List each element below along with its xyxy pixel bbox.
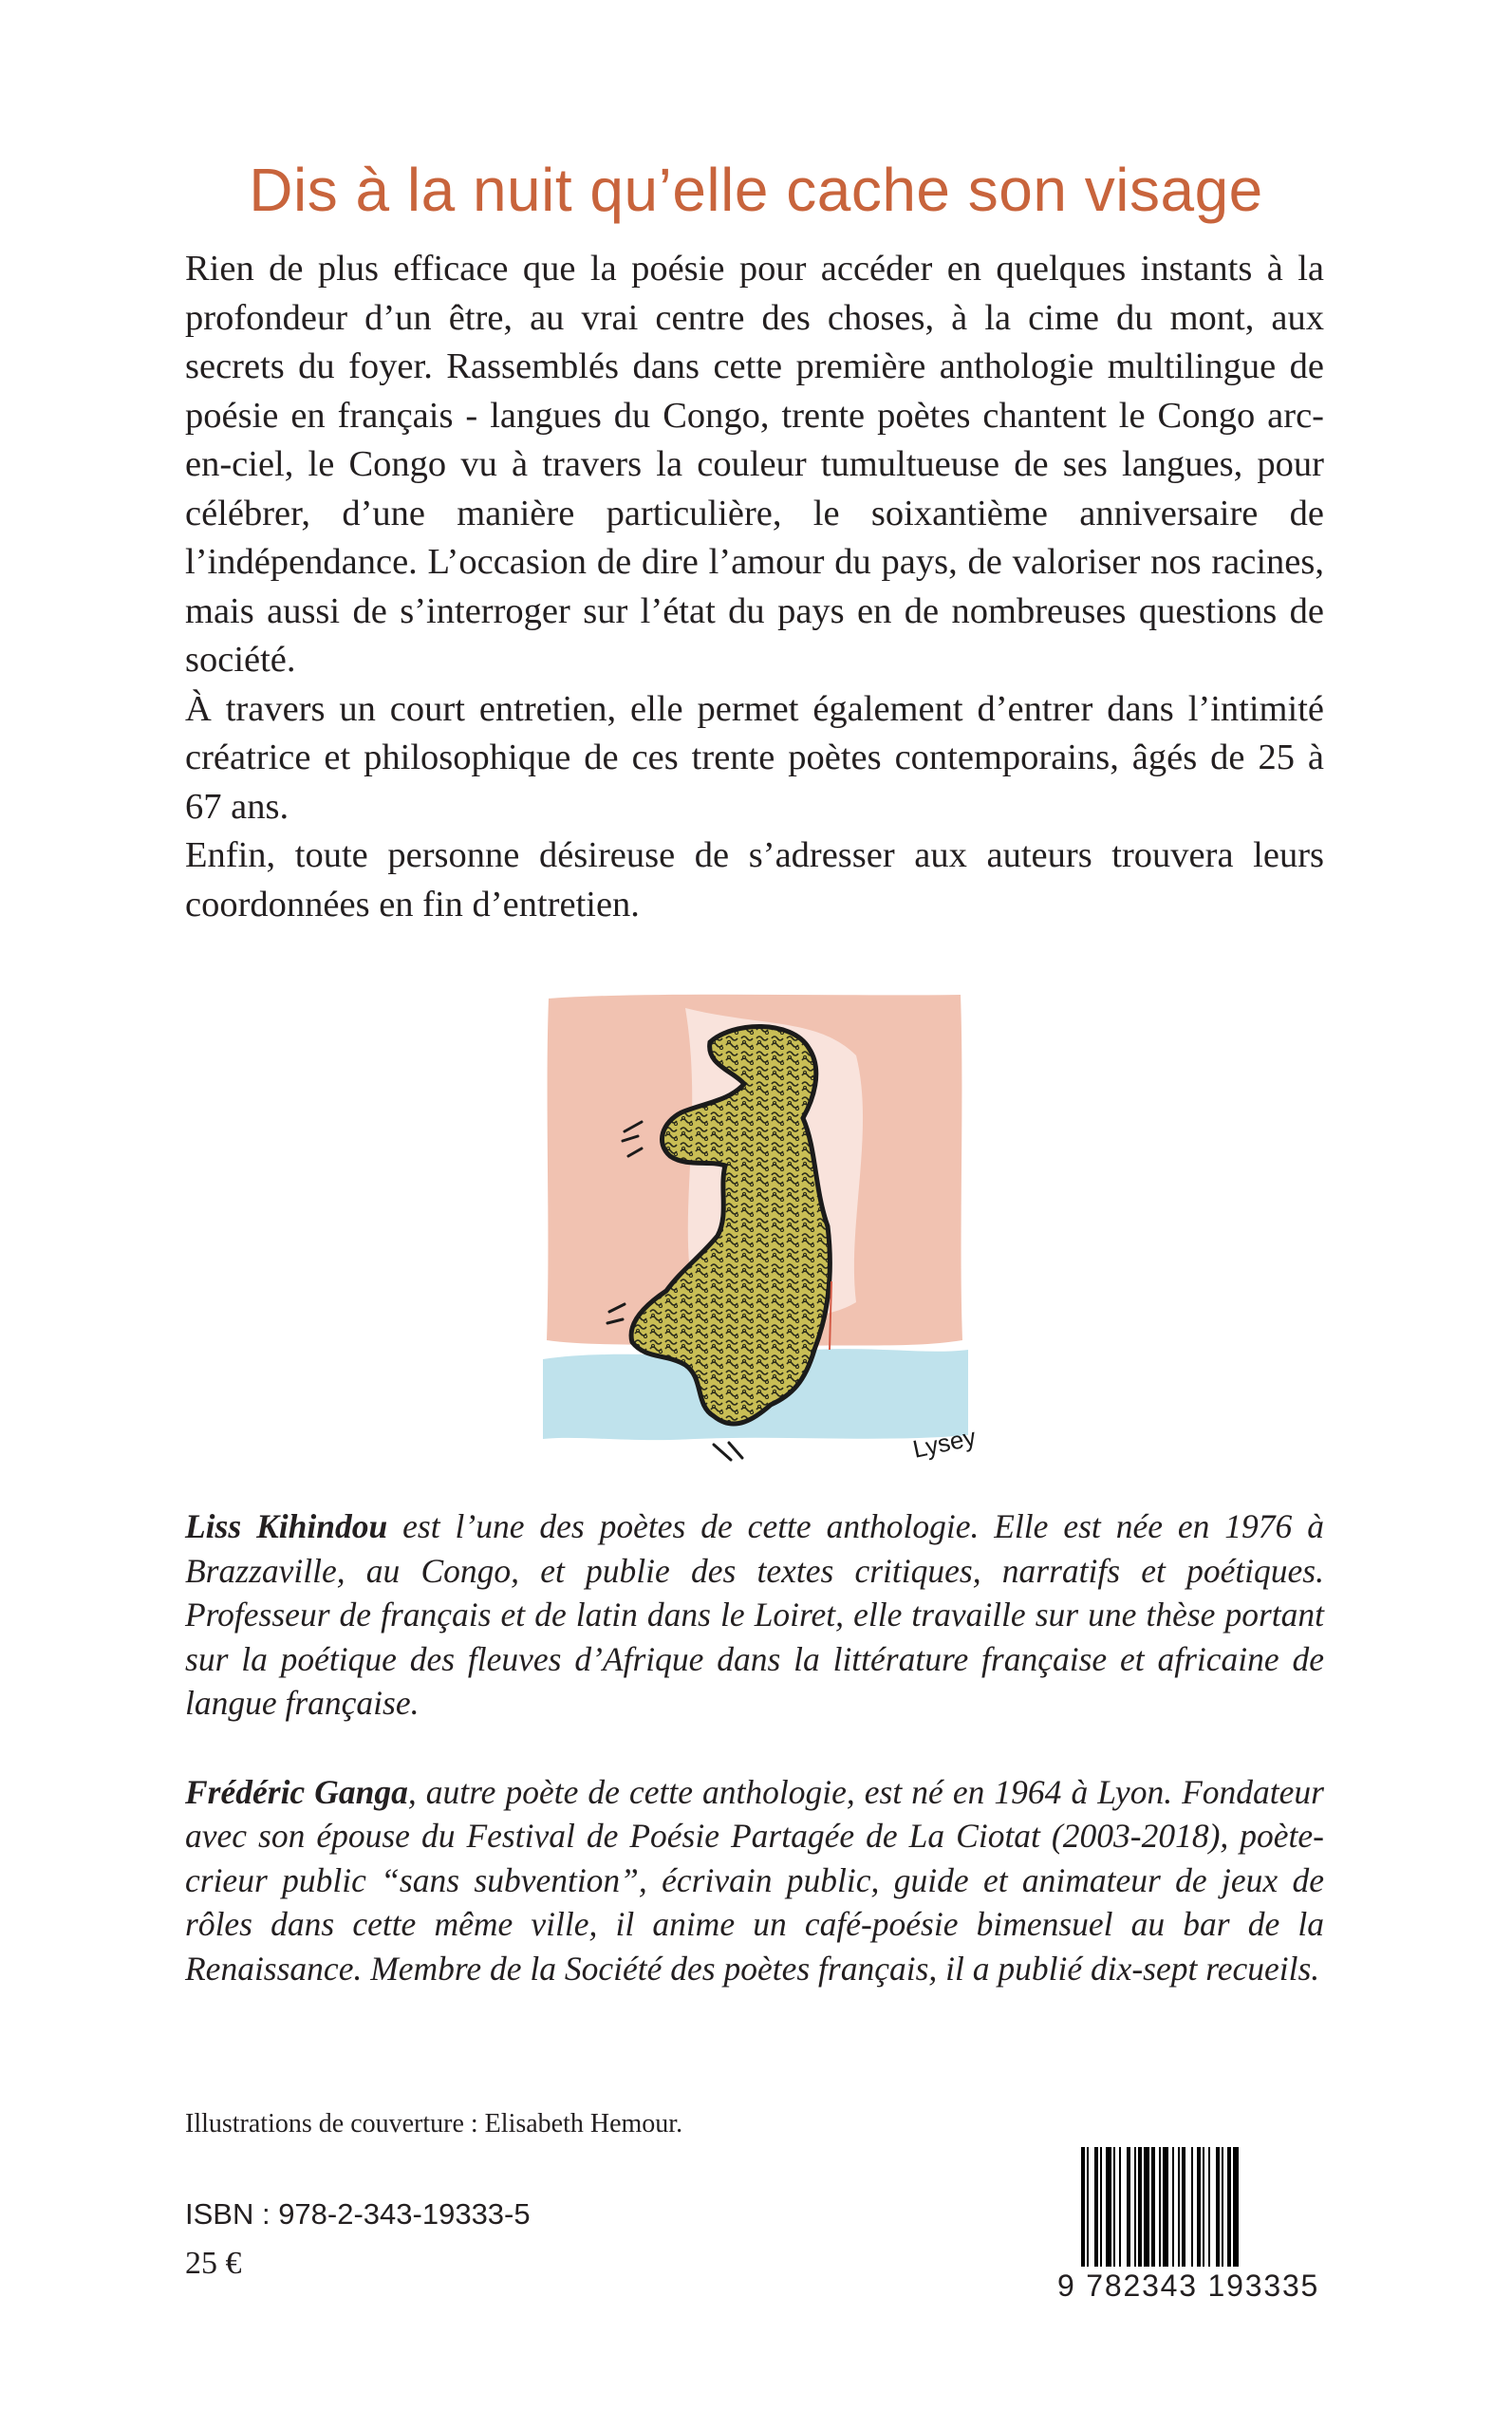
bio-frederic-ganga [185,1770,1324,1991]
author-bios [185,1504,1324,1990]
cover-credits: Illustrations de couverture : Elisabeth Hemour. [185,2109,683,2138]
synopsis-paragraph-3: Enfin, toute personne désireuse de s’adresser aux auteurs trouvera leurs coordonnées en fin d’entretien. [185,835,1324,924]
congo-map-illustration [543,989,979,1483]
synopsis-paragraph-1: Rien de plus efficace que la poésie pour accéder en quelques instants à la profondeur d’un être, au vrai centre des choses, à la cime du mont, aux secrets du foyer. Rassemblés dans cette première anthologie multilingue de poésie en français - langues du Congo, trente poètes chantent le Congo arc-en-ciel, le Congo vu à travers la couleur tumultueuse de ses langues, pour célébrer, d’une manière particulière, le soixantième anniversaire de l’indépendance. L’occasion de dire l’amour du pays, de valoriser nos racines, mais aussi de s’interroger sur l’état du pays en de nombreuses questions de société. [185,249,1324,680]
bio-name: Frédéric Ganga [185,1772,408,1811]
synopsis-paragraph-2: À travers un court entretien, elle permet également d’entrer dans l’intimité créatrice et philosophique de ces trente poètes contemporains, âgés de 25 à 67 ans. [185,688,1324,827]
price: 25 € [185,2246,242,2281]
bio-name: Liss Kihindou [185,1507,388,1545]
artist-signature: Lysey [910,1422,979,1464]
bio-liss-kihindou [185,1504,1324,1726]
bio-text: est l’une des poètes de cette anthologie. Elle est née en 1976 à Brazzaville, au Congo, et publie des textes critiques, narratifs et poétiques. Professeur de français et de latin dans le Loiret, elle travaille sur une thèse portant sur la poétique des fleuves d’Afrique dans la littérature française et africaine de langue française. [185,1507,1324,1722]
barcode-digits: 9 782343 193335 [1054,2267,1333,2305]
isbn: ISBN : 978-2-343-19333-5 [185,2197,531,2231]
synopsis [185,245,1324,929]
bio-text: , autre poète de cette anthologie, est né en 1964 à Lyon. Fondateur avec son épouse du Festival de Poésie Partagée de La Ciotat (2003-2018), poète-crieur public “sans subvention”, écrivain public, guide et animateur de jeux de rôles dans cette même ville, il anime un café-poésie bimensuel au bar de la Renaissance. Membre de la Société des poètes français, il a publié dix-sept recueils. [185,1772,1324,1988]
book-title: Dis à la nuit qu’elle cache son visage [249,155,1263,224]
